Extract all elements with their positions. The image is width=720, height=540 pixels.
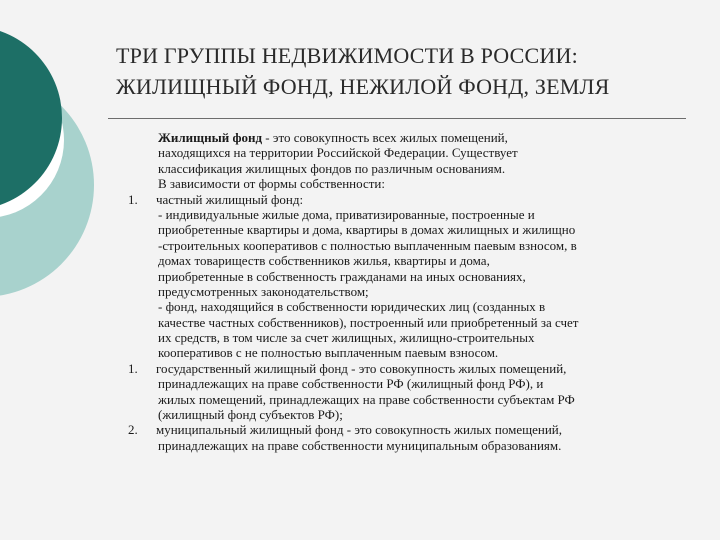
list-item-line: -строительных кооперативов с полностью выплаченным паевым взносом, в	[158, 237, 577, 253]
list-item-line: принадлежащих на праве собственности муниципальным образованиям.	[158, 437, 562, 453]
slide-title	[116, 40, 696, 102]
list-item-line: домах товариществ собственников жилья, квартиры и дома,	[158, 253, 490, 269]
list-item-line: принадлежащих на праве собственности РФ (жилищный фонд РФ), и	[158, 376, 544, 392]
list-item-private-heading	[128, 192, 688, 207]
slide-body	[128, 130, 688, 453]
list-item-heading: государственный жилищный фонд - это совокупность жилых помещений,	[156, 360, 567, 376]
decorative-circles	[0, 0, 120, 320]
list-item-line: кооперативов с не полностью выплаченным паевым взносом.	[158, 345, 499, 361]
intro-line-1-text: - это совокупность всех жилых помещений,	[262, 130, 508, 145]
list-item-heading: муниципальный жилищный фонд - это совокупность жилых помещений,	[156, 422, 563, 438]
intro-line-3: классификация жилищных фондов по различным основаниям.	[158, 160, 506, 176]
intro-line-4: В зависимости от формы собственности:	[158, 176, 385, 192]
list-item-state-heading	[128, 361, 688, 376]
list-item-line: жилых помещений, принадлежащих на праве собственности субъектам РФ	[158, 391, 575, 407]
list-item-line: качестве частных собственников), построенный или приобретенный за счет	[158, 314, 579, 330]
title-divider	[108, 118, 686, 119]
list-item-line: приобретенные квартиры и дома, квартиры в домах жилищных и жилищно	[158, 222, 576, 238]
intro-term: Жилищный фонд	[158, 130, 263, 145]
list-item-line: - индивидуальные жилые дома, приватизированные, построенные и	[158, 206, 535, 222]
list-item-line: приобретенные в собственность гражданами на иных основаниях,	[158, 268, 526, 284]
title-line-2: ЖИЛИЩНЫЙ ФОНД, НЕЖИЛОЙ ФОНД, ЗЕМЛЯ	[116, 74, 610, 99]
intro-line-2: находящихся на территории Российской Федерации. Существует	[158, 145, 518, 161]
list-item-heading: частный жилищный фонд:	[156, 191, 304, 207]
intro-line-1	[128, 130, 688, 145]
list-item-municipal-heading	[128, 422, 688, 437]
list-number: 1.	[128, 360, 138, 376]
list-number: 1.	[128, 191, 138, 207]
list-item-line: - фонд, находящийся в собственности юридических лиц (созданных в	[158, 299, 546, 315]
list-item-line: их средств, в том числе за счет жилищных, жилищно-строительных	[158, 330, 535, 346]
list-number: 2.	[128, 422, 138, 438]
list-item-line: (жилищный фонд субъектов РФ);	[158, 407, 343, 423]
title-line-1: ТРИ ГРУППЫ НЕДВИЖИМОСТИ В РОССИИ:	[116, 43, 578, 68]
list-item-line: предусмотренных законодательством;	[158, 283, 369, 299]
